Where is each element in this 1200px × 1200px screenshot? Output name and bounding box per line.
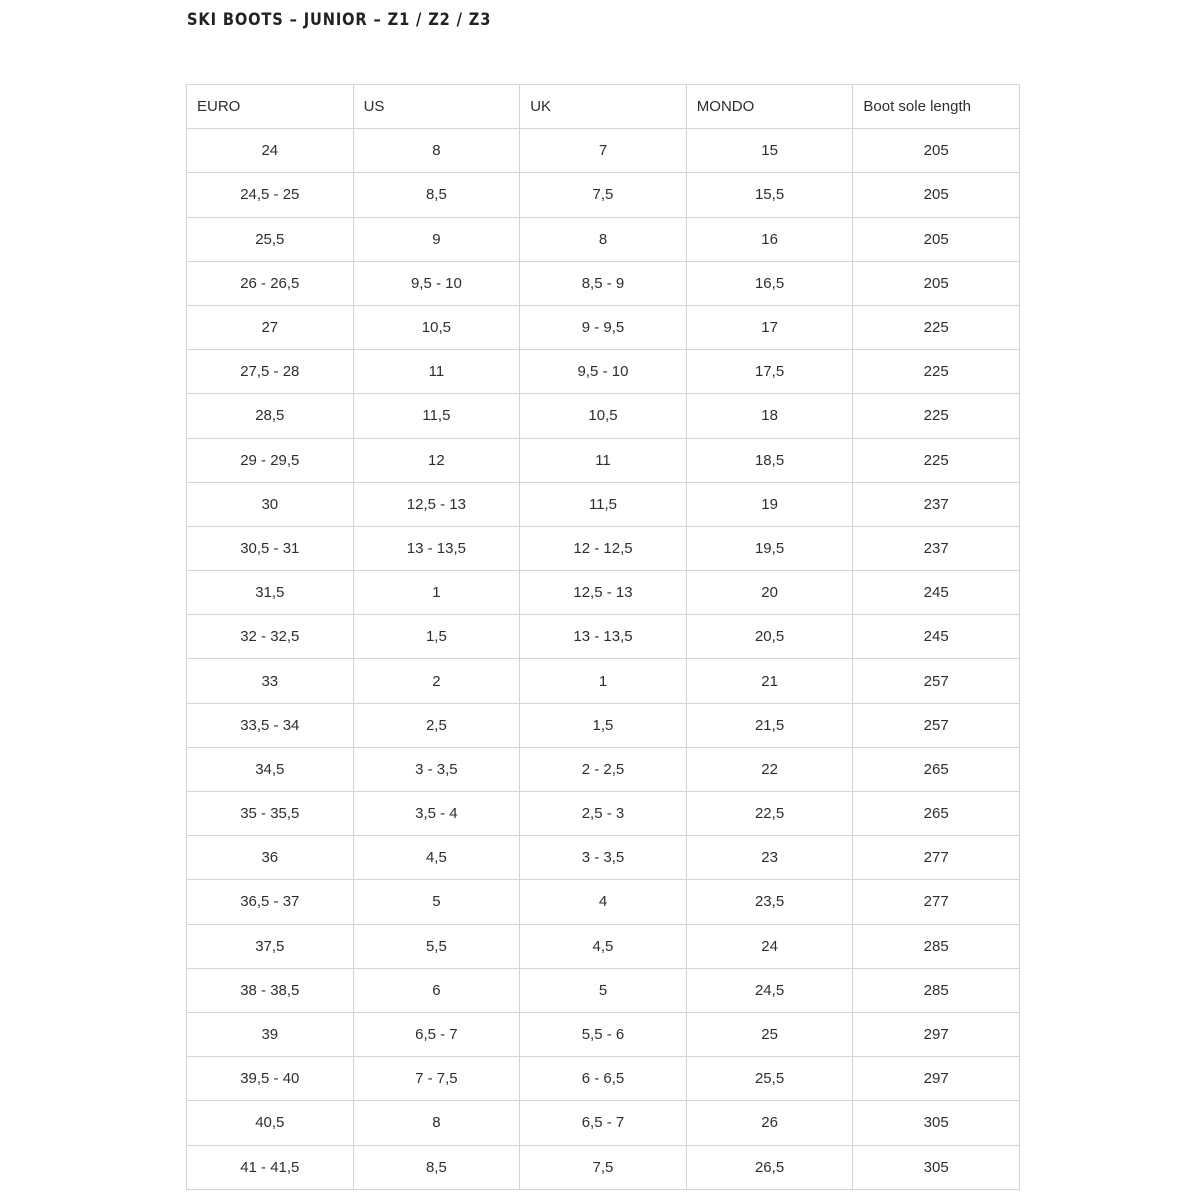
table-row: [187, 571, 1020, 615]
cell-us: 6,5 - 7: [353, 1012, 520, 1056]
table-row: [187, 394, 1020, 438]
cell-uk: 3 - 3,5: [520, 836, 687, 880]
cell-boot-sole-length: 225: [853, 350, 1020, 394]
header-row: [187, 85, 1020, 129]
table-row: [187, 1057, 1020, 1101]
table-row: [187, 880, 1020, 924]
cell-uk: 5: [520, 968, 687, 1012]
header-mondo: MONDO: [686, 85, 853, 129]
table-row: [187, 305, 1020, 349]
cell-boot-sole-length: 245: [853, 615, 1020, 659]
cell-boot-sole-length: 257: [853, 703, 1020, 747]
cell-us: 8,5: [353, 173, 520, 217]
cell-us: 7 - 7,5: [353, 1057, 520, 1101]
cell-us: 9: [353, 217, 520, 261]
header-euro: EURO: [187, 85, 354, 129]
cell-us: 2: [353, 659, 520, 703]
cell-boot-sole-length: 237: [853, 526, 1020, 570]
cell-euro: 35 - 35,5: [187, 792, 354, 836]
cell-uk: 12 - 12,5: [520, 526, 687, 570]
cell-uk: 6,5 - 7: [520, 1101, 687, 1145]
cell-mondo: 16,5: [686, 261, 853, 305]
table-row: [187, 747, 1020, 791]
cell-mondo: 21: [686, 659, 853, 703]
cell-us: 8: [353, 1101, 520, 1145]
cell-uk: 1: [520, 659, 687, 703]
cell-us: 5: [353, 880, 520, 924]
table-header: [187, 85, 1020, 129]
cell-us: 9,5 - 10: [353, 261, 520, 305]
cell-boot-sole-length: 205: [853, 261, 1020, 305]
cell-us: 11,5: [353, 394, 520, 438]
cell-boot-sole-length: 285: [853, 924, 1020, 968]
table-row: [187, 968, 1020, 1012]
cell-uk: 9 - 9,5: [520, 305, 687, 349]
cell-uk: 5,5 - 6: [520, 1012, 687, 1056]
cell-us: 3 - 3,5: [353, 747, 520, 791]
cell-euro: 28,5: [187, 394, 354, 438]
cell-euro: 38 - 38,5: [187, 968, 354, 1012]
table-row: [187, 217, 1020, 261]
table-row: [187, 1101, 1020, 1145]
cell-uk: 2,5 - 3: [520, 792, 687, 836]
cell-euro: 34,5: [187, 747, 354, 791]
table-row: [187, 836, 1020, 880]
cell-us: 1,5: [353, 615, 520, 659]
cell-boot-sole-length: 297: [853, 1012, 1020, 1056]
table-row: [187, 1012, 1020, 1056]
cell-uk: 8,5 - 9: [520, 261, 687, 305]
cell-euro: 31,5: [187, 571, 354, 615]
cell-boot-sole-length: 277: [853, 880, 1020, 924]
table-row: [187, 482, 1020, 526]
cell-uk: 13 - 13,5: [520, 615, 687, 659]
cell-mondo: 26,5: [686, 1145, 853, 1189]
cell-mondo: 24,5: [686, 968, 853, 1012]
table-row: [187, 703, 1020, 747]
table-row: [187, 1145, 1020, 1189]
cell-euro: 32 - 32,5: [187, 615, 354, 659]
cell-uk: 8: [520, 217, 687, 261]
cell-uk: 11: [520, 438, 687, 482]
table-row: [187, 659, 1020, 703]
cell-mondo: 26: [686, 1101, 853, 1145]
cell-boot-sole-length: 225: [853, 438, 1020, 482]
cell-us: 8: [353, 129, 520, 173]
cell-euro: 36: [187, 836, 354, 880]
cell-boot-sole-length: 245: [853, 571, 1020, 615]
cell-mondo: 19: [686, 482, 853, 526]
cell-euro: 24: [187, 129, 354, 173]
cell-us: 6: [353, 968, 520, 1012]
cell-uk: 7,5: [520, 1145, 687, 1189]
header-us: US: [353, 85, 520, 129]
cell-euro: 30,5 - 31: [187, 526, 354, 570]
cell-euro: 36,5 - 37: [187, 880, 354, 924]
cell-euro: 37,5: [187, 924, 354, 968]
cell-mondo: 22,5: [686, 792, 853, 836]
cell-boot-sole-length: 205: [853, 217, 1020, 261]
cell-us: 5,5: [353, 924, 520, 968]
cell-mondo: 22: [686, 747, 853, 791]
cell-us: 12: [353, 438, 520, 482]
cell-mondo: 23: [686, 836, 853, 880]
size-chart-table: [186, 84, 1020, 1190]
cell-us: 8,5: [353, 1145, 520, 1189]
cell-boot-sole-length: 265: [853, 747, 1020, 791]
cell-euro: 30: [187, 482, 354, 526]
table-row: [187, 129, 1020, 173]
cell-mondo: 20: [686, 571, 853, 615]
cell-mondo: 23,5: [686, 880, 853, 924]
cell-euro: 26 - 26,5: [187, 261, 354, 305]
cell-mondo: 25,5: [686, 1057, 853, 1101]
cell-mondo: 25: [686, 1012, 853, 1056]
cell-boot-sole-length: 305: [853, 1145, 1020, 1189]
cell-euro: 40,5: [187, 1101, 354, 1145]
cell-euro: 33,5 - 34: [187, 703, 354, 747]
cell-mondo: 17,5: [686, 350, 853, 394]
table-row: [187, 438, 1020, 482]
cell-euro: 24,5 - 25: [187, 173, 354, 217]
cell-uk: 9,5 - 10: [520, 350, 687, 394]
cell-euro: 41 - 41,5: [187, 1145, 354, 1189]
cell-mondo: 18,5: [686, 438, 853, 482]
cell-us: 10,5: [353, 305, 520, 349]
cell-mondo: 15,5: [686, 173, 853, 217]
table-row: [187, 526, 1020, 570]
cell-boot-sole-length: 297: [853, 1057, 1020, 1101]
table-row: [187, 792, 1020, 836]
cell-boot-sole-length: 225: [853, 305, 1020, 349]
cell-euro: 27: [187, 305, 354, 349]
cell-boot-sole-length: 285: [853, 968, 1020, 1012]
table-body: [187, 129, 1020, 1190]
header-uk: UK: [520, 85, 687, 129]
cell-boot-sole-length: 225: [853, 394, 1020, 438]
cell-uk: 4,5: [520, 924, 687, 968]
cell-mondo: 19,5: [686, 526, 853, 570]
cell-mondo: 18: [686, 394, 853, 438]
header-boot-sole-length: Boot sole length: [853, 85, 1020, 129]
cell-us: 4,5: [353, 836, 520, 880]
table-row: [187, 173, 1020, 217]
cell-mondo: 24: [686, 924, 853, 968]
cell-uk: 7: [520, 129, 687, 173]
cell-boot-sole-length: 237: [853, 482, 1020, 526]
table-row: [187, 350, 1020, 394]
cell-boot-sole-length: 277: [853, 836, 1020, 880]
cell-boot-sole-length: 205: [853, 129, 1020, 173]
cell-uk: 1,5: [520, 703, 687, 747]
cell-euro: 39,5 - 40: [187, 1057, 354, 1101]
cell-uk: 4: [520, 880, 687, 924]
cell-mondo: 15: [686, 129, 853, 173]
page-title: SKI BOOTS – JUNIOR – Z1 / Z2 / Z3: [187, 10, 492, 30]
cell-euro: 27,5 - 28: [187, 350, 354, 394]
cell-us: 2,5: [353, 703, 520, 747]
table-row: [187, 924, 1020, 968]
cell-boot-sole-length: 265: [853, 792, 1020, 836]
cell-boot-sole-length: 257: [853, 659, 1020, 703]
cell-us: 3,5 - 4: [353, 792, 520, 836]
cell-mondo: 20,5: [686, 615, 853, 659]
cell-mondo: 21,5: [686, 703, 853, 747]
cell-euro: 25,5: [187, 217, 354, 261]
cell-mondo: 16: [686, 217, 853, 261]
table-row: [187, 615, 1020, 659]
cell-euro: 29 - 29,5: [187, 438, 354, 482]
cell-uk: 6 - 6,5: [520, 1057, 687, 1101]
cell-euro: 39: [187, 1012, 354, 1056]
cell-us: 1: [353, 571, 520, 615]
cell-uk: 7,5: [520, 173, 687, 217]
cell-euro: 33: [187, 659, 354, 703]
cell-us: 12,5 - 13: [353, 482, 520, 526]
cell-us: 11: [353, 350, 520, 394]
cell-uk: 10,5: [520, 394, 687, 438]
cell-boot-sole-length: 305: [853, 1101, 1020, 1145]
table-row: [187, 261, 1020, 305]
cell-uk: 2 - 2,5: [520, 747, 687, 791]
cell-us: 13 - 13,5: [353, 526, 520, 570]
cell-uk: 11,5: [520, 482, 687, 526]
cell-uk: 12,5 - 13: [520, 571, 687, 615]
cell-boot-sole-length: 205: [853, 173, 1020, 217]
cell-mondo: 17: [686, 305, 853, 349]
